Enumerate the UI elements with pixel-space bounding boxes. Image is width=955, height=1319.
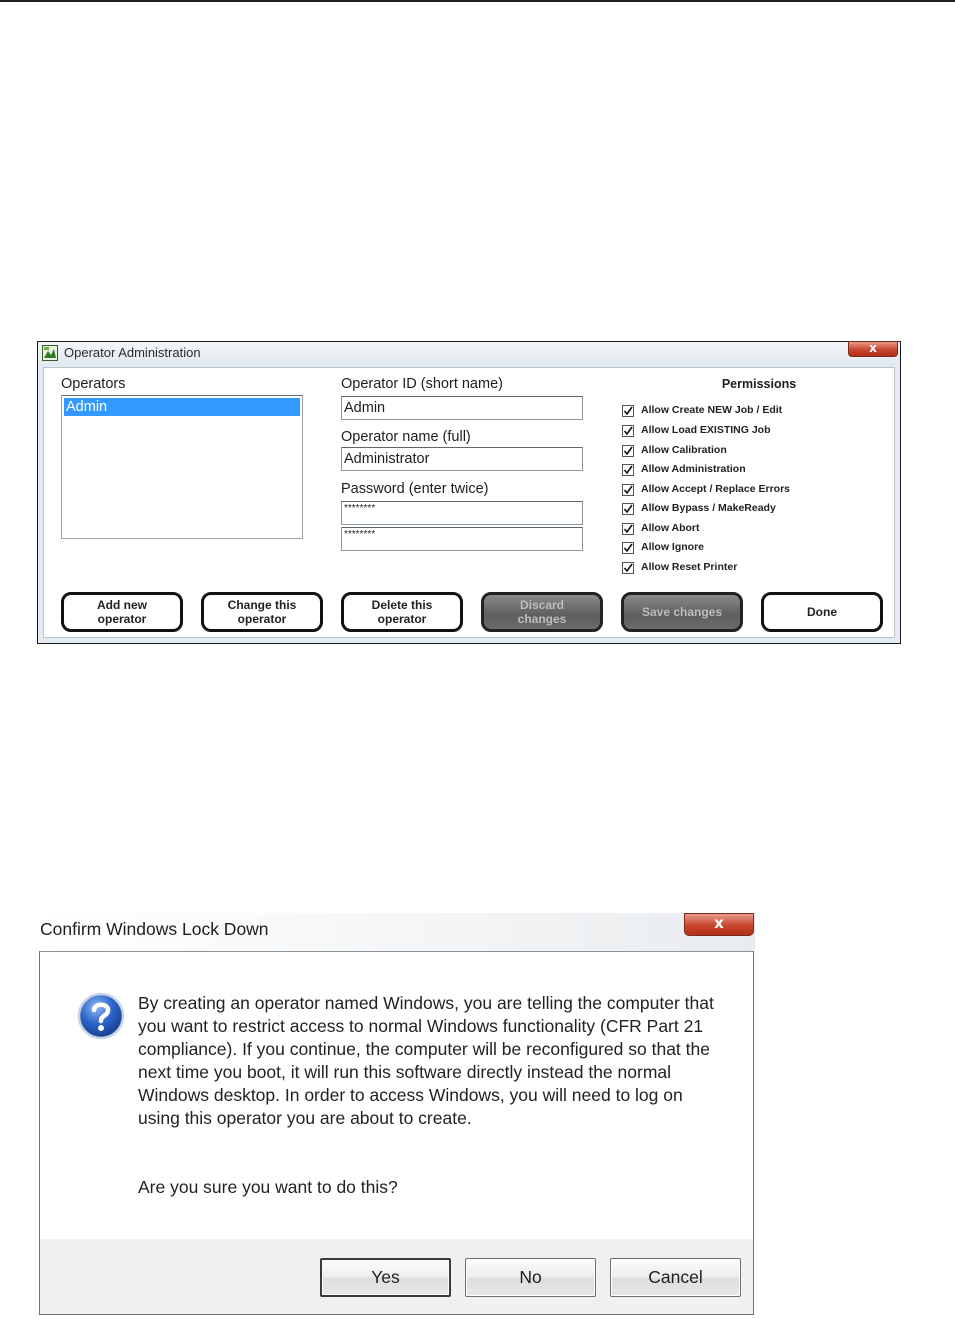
operators-label: Operators — [61, 376, 126, 392]
password-field[interactable]: ******** — [341, 501, 583, 525]
permission-checkbox[interactable] — [622, 523, 634, 535]
discard-changes-button[interactable] — [481, 592, 603, 632]
checkmark-icon — [623, 524, 633, 534]
permission-checkbox[interactable] — [622, 542, 634, 554]
add-new-operator-button[interactable] — [61, 592, 183, 632]
operators-listbox[interactable] — [61, 395, 303, 539]
page-top-rule — [0, 0, 955, 2]
delete-operator-button[interactable] — [341, 592, 463, 632]
dialog-close-button[interactable] — [684, 913, 754, 936]
app-icon — [42, 345, 58, 361]
cancel-button[interactable]: Cancel — [610, 1258, 741, 1297]
list-item[interactable]: Admin — [64, 398, 300, 416]
dialog-message: By creating an operator named Windows, you are telling the computer that you want to restrict access to normal Windows functionality (CFR Part 21 compliance). If you continue, the computer will be reconfigured so that the next time you boot, it will run this software directly instead the normal Windows desktop. In order to access Windows, you will need to log on using this operator you are about to create. — [138, 993, 714, 1128]
checkmark-icon — [623, 563, 633, 573]
permission-label: Allow Administration — [641, 463, 746, 475]
checkmark-icon — [623, 446, 633, 456]
permission-checkbox[interactable] — [622, 484, 634, 496]
operator-name-label: Operator name (full) — [341, 429, 471, 445]
permission-label: Allow Create NEW Job / Edit — [641, 404, 783, 416]
password-label: Password (enter twice) — [341, 481, 489, 497]
password-confirm-field[interactable]: ******** — [341, 527, 583, 551]
close-icon: x — [714, 914, 724, 932]
close-button[interactable] — [848, 341, 898, 357]
no-button[interactable]: No — [465, 1258, 596, 1297]
permission-checkbox[interactable] — [622, 464, 634, 476]
permission-label: Allow Reset Printer — [641, 561, 738, 573]
operator-id-field[interactable]: Admin — [341, 396, 583, 420]
dialog-title: Confirm Windows Lock Down — [40, 919, 269, 939]
done-label: Done — [807, 605, 837, 619]
permission-checkbox[interactable] — [622, 445, 634, 457]
checkmark-icon — [623, 406, 633, 416]
change-operator-label: Change this operator — [227, 598, 297, 626]
permission-label: Allow Accept / Replace Errors — [641, 483, 790, 495]
dialog-body — [39, 951, 754, 1315]
permission-label: Allow Abort — [641, 522, 700, 534]
permission-label: Allow Calibration — [641, 444, 727, 456]
operator-admin-window — [37, 341, 901, 644]
save-changes-label: Save changes — [641, 605, 723, 619]
checkmark-icon — [623, 465, 633, 475]
save-changes-button[interactable] — [621, 592, 743, 632]
confirm-lockdown-dialog — [37, 913, 755, 1317]
checkmark-icon — [623, 485, 633, 495]
checkmark-icon — [623, 504, 633, 514]
question-icon — [77, 992, 125, 1040]
operator-name-field[interactable]: Administrator — [341, 447, 583, 471]
operator-id-label: Operator ID (short name) — [341, 376, 503, 392]
done-button[interactable] — [761, 592, 883, 632]
permissions-title: Permissions — [721, 377, 797, 391]
operator-admin-titlebar[interactable] — [38, 342, 900, 366]
permission-label: Allow Load EXISTING Job — [641, 424, 771, 436]
delete-operator-label: Delete this operator — [371, 598, 433, 626]
discard-changes-label: Discard changes — [517, 598, 567, 626]
dialog-question: Are you sure you want to do this? — [138, 1177, 398, 1197]
permission-checkbox[interactable] — [622, 562, 634, 574]
yes-button[interactable]: Yes — [320, 1258, 451, 1297]
dialog-titlebar[interactable] — [37, 913, 755, 951]
window-title: Operator Administration — [64, 345, 201, 360]
add-new-operator-label: Add new operator — [97, 598, 147, 626]
checkmark-icon — [623, 426, 633, 436]
permission-checkbox[interactable] — [622, 405, 634, 417]
close-icon: x — [869, 341, 877, 355]
permission-checkbox[interactable] — [622, 425, 634, 437]
permission-checkbox[interactable] — [622, 503, 634, 515]
change-operator-button[interactable] — [201, 592, 323, 632]
operator-admin-client — [43, 367, 895, 638]
permission-label: Allow Bypass / MakeReady — [641, 502, 776, 514]
dialog-button-area — [40, 1239, 753, 1315]
checkmark-icon — [623, 543, 633, 553]
permission-label: Allow Ignore — [641, 541, 704, 553]
